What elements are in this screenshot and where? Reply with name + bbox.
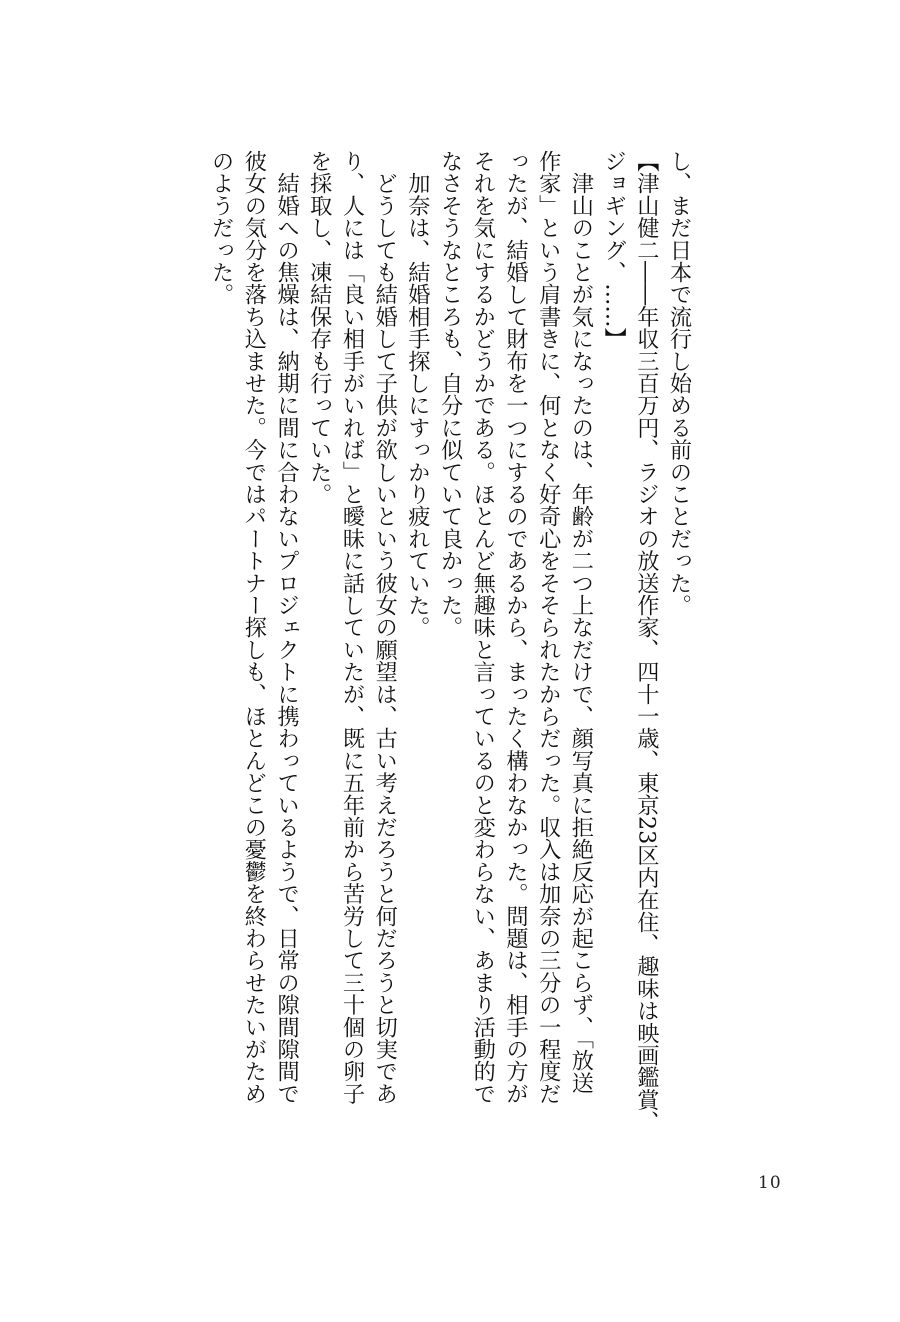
text-line: それを気にするかどうかである。ほとんど無趣味と言っているのと変わらない、あまり活動的で — [469, 150, 496, 1105]
text-line: 彼女の気分を落ち込ませた。今ではパートナー探しも、ほとんどこの憂鬱を終わらせたいがため — [240, 150, 267, 1105]
text-line: り、人には「良い相手がいれば」と曖昧に話していたが、既に五年前から苦労して三十個の卵子 — [338, 150, 365, 1105]
text-line: 【津山健二――年収三百万円、ラジオの放送作家、四十一歳、東京23区内在住、趣味は映画鑑賞、 — [633, 150, 660, 1133]
text-line: 結婚への焦燥は、納期に間に合わないプロジェクトに携わっているようで、日常の隙間隙間で — [273, 150, 300, 1105]
text-line: ったが、結婚して財布を一つにするのであるから、まったく構わなかった。問題は、相手の方が — [502, 150, 529, 1105]
text-line: ジョギング、……】 — [600, 150, 627, 350]
page-number: 10 — [758, 1173, 782, 1193]
text-line: 加奈は、結婚相手探しにすっかり疲れていた。 — [404, 150, 431, 639]
text-line: 津山のことが気になったのは、年齢が二つ上なだけで、顔写真に拒絶反応が起こらず、「放送 — [567, 150, 594, 1094]
text-line: を採取し、凍結保存も行っていた。 — [306, 150, 333, 506]
text-line: し、まだ日本で流行し始める前のことだった。 — [666, 150, 692, 617]
vertical-text-body — [208, 150, 695, 1133]
text-line: なさそうなところも、自分に似ていて良かった。 — [437, 150, 464, 639]
text-line: 作家」という肩書きに、何となく好奇心をそそられたからだった。収入は加奈の三分の一程度だ — [535, 150, 562, 1105]
text-line: のようだった。 — [208, 150, 235, 306]
text-line: どうしても結婚して子供が欲しいという彼女の願望は、古い考えだろうと何だろうと切実であ — [371, 150, 398, 1105]
